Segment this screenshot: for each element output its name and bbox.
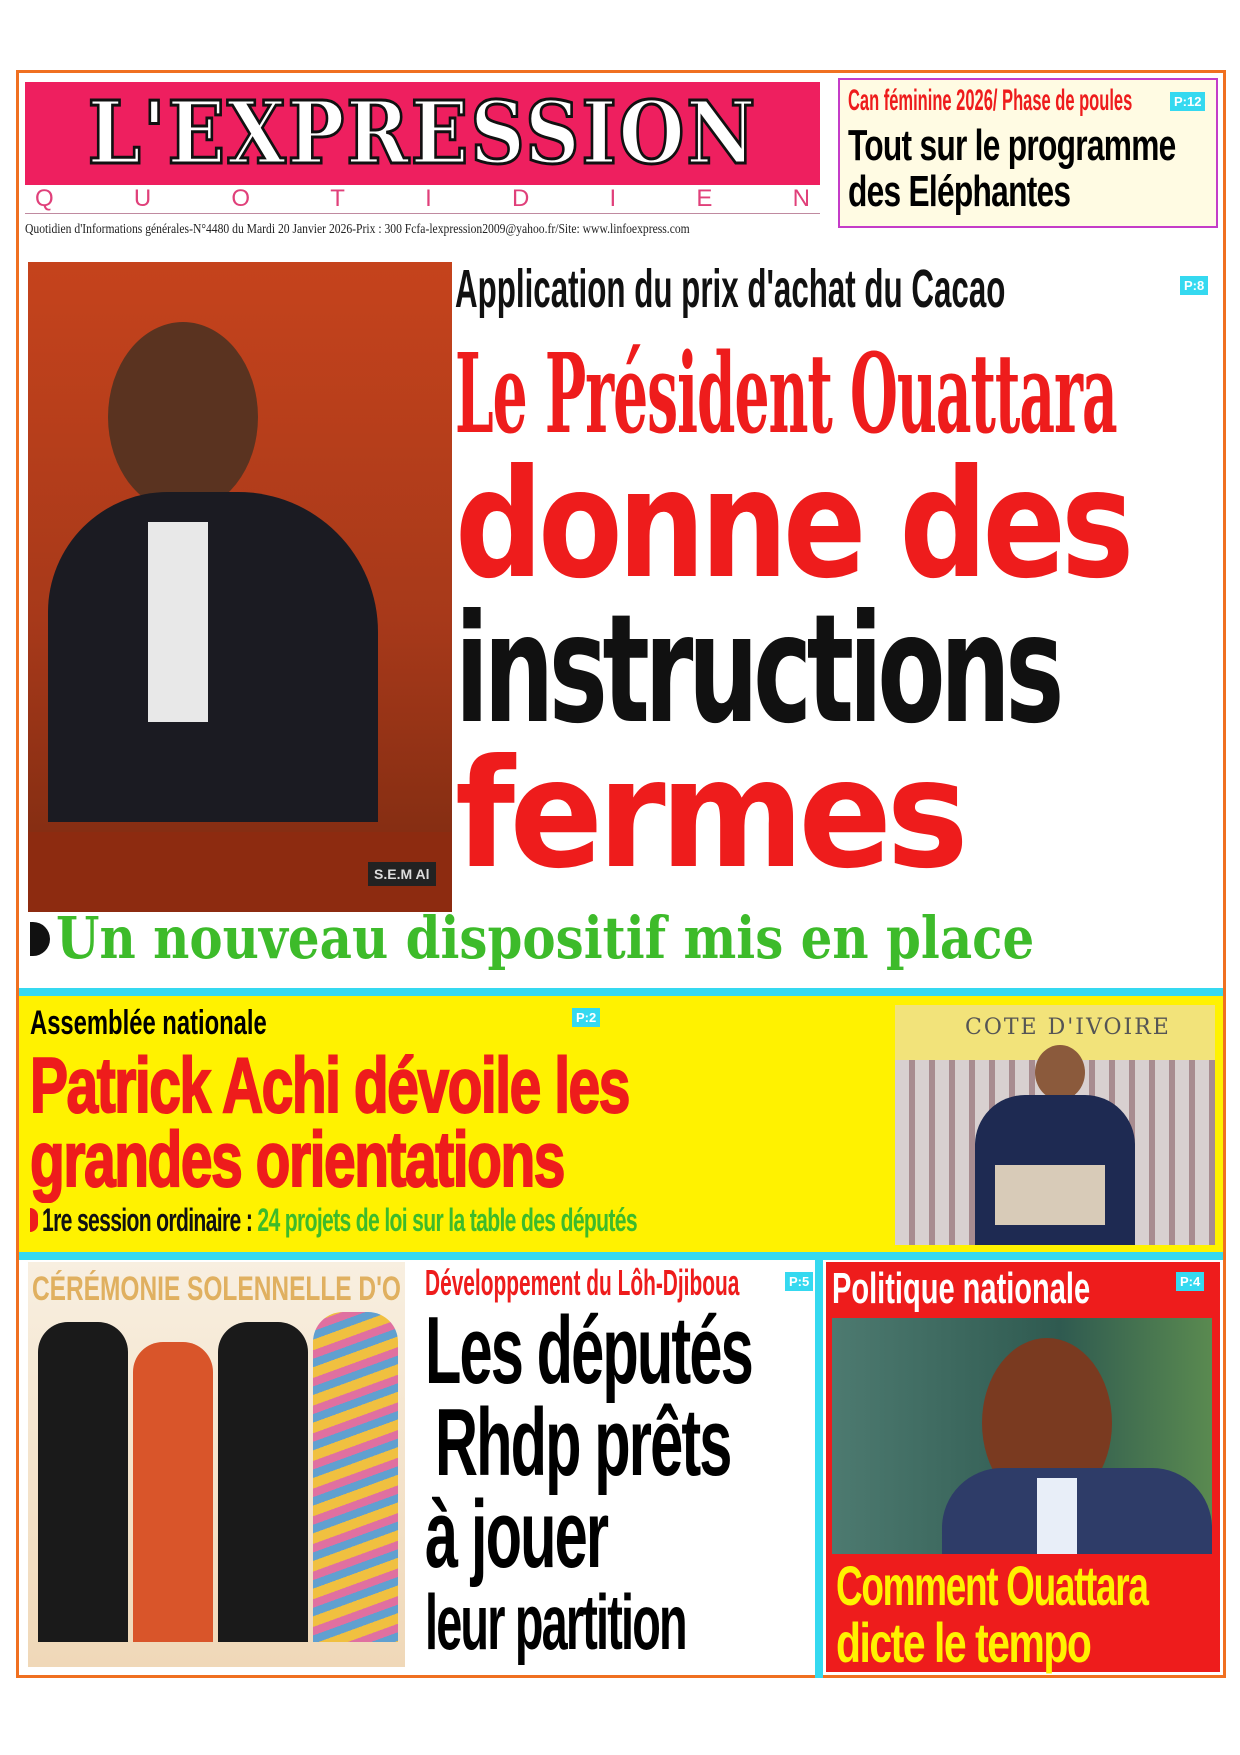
deputes-headline-line: Rhdp prêts bbox=[435, 1389, 731, 1496]
divider bbox=[19, 1252, 1223, 1260]
subtitle-letter: E bbox=[696, 185, 713, 212]
subtitle-letter: D bbox=[511, 185, 530, 212]
ouattara-smiling-photo[interactable] bbox=[832, 1318, 1212, 1554]
assembly-sub-label: 1re session ordinaire : bbox=[42, 1202, 253, 1238]
main-headline-line: fermes bbox=[455, 728, 964, 902]
page-badge: P:12 bbox=[1170, 92, 1205, 111]
photo-banner: CÉRÉMONIE SOLENNELLE D'O bbox=[32, 1270, 401, 1308]
politique-headline: Comment Ouattara bbox=[836, 1554, 1148, 1617]
assembly-headline: Patrick Achi dévoile les bbox=[30, 1041, 629, 1129]
subtitle-letter: Q bbox=[35, 185, 54, 212]
achi-photo[interactable] bbox=[895, 1005, 1215, 1245]
page-badge: P:2 bbox=[572, 1008, 600, 1027]
main-headline-line: instructions bbox=[455, 583, 1059, 757]
politique-headline: dicte le tempo bbox=[836, 1611, 1091, 1674]
assembly-sub-text: 24 projets de loi sur la table des députés bbox=[257, 1202, 637, 1238]
assembly-kicker: Assemblée nationale bbox=[30, 1004, 267, 1042]
ouattara-photo[interactable] bbox=[28, 262, 452, 912]
main-kicker: Application du prix d'achat du Cacao bbox=[455, 259, 1006, 319]
subtitle-letter: T bbox=[330, 185, 345, 212]
deputes-headline-line: Les députés bbox=[425, 1297, 752, 1404]
issue-info: Quotidien d'Informations générales-N°4480 du Mardi 20 Janvier 2026-Prix : 300 Fcfa-lexpression2009@yahoo.fr/Site: www.linfoexpress.com bbox=[25, 222, 690, 237]
subtitle-letter: N bbox=[792, 185, 810, 212]
masthead-logo bbox=[25, 82, 820, 185]
masthead-title: L'EXPRESSION bbox=[87, 82, 758, 184]
teaser-headline: des Eléphantes bbox=[848, 167, 1071, 216]
masthead-subtitle bbox=[25, 186, 820, 214]
deputes-headline-line: à jouer bbox=[425, 1481, 608, 1588]
deputes-kicker: Développement du Lôh-Djiboua bbox=[425, 1262, 740, 1303]
main-headline-line: Le Président Ouattara bbox=[455, 329, 1117, 458]
photo-sign: COTE D'IVOIRE bbox=[965, 1015, 1171, 1040]
divider bbox=[815, 1260, 823, 1678]
divider bbox=[19, 988, 1223, 996]
subtitle-letter: I bbox=[609, 185, 617, 212]
assembly-headline: grandes orientations bbox=[30, 1115, 564, 1203]
politique-box[interactable] bbox=[826, 1262, 1220, 1672]
name-plate: S.E.M Al bbox=[368, 862, 436, 886]
deputes-headline-line: leur partition bbox=[425, 1578, 686, 1666]
teaser-headline: Tout sur le programme bbox=[848, 121, 1176, 170]
teaser-box[interactable] bbox=[838, 78, 1218, 228]
subtitle-letter: I bbox=[425, 185, 432, 212]
page-badge: P:8 bbox=[1180, 276, 1208, 295]
politique-kicker: Politique nationale bbox=[832, 1264, 1091, 1313]
subtitle-letter: O bbox=[231, 185, 251, 212]
page-badge: P:5 bbox=[785, 1272, 813, 1291]
assembly-subline bbox=[42, 1200, 637, 1240]
deputes-photo[interactable] bbox=[28, 1262, 405, 1667]
page-badge: P:4 bbox=[1176, 1272, 1204, 1291]
teaser-kicker: Can féminine 2026/ Phase de poules bbox=[848, 84, 1133, 117]
subtitle-letter: U bbox=[133, 185, 152, 212]
main-subline: Un nouveau dispositif mis en place bbox=[56, 904, 1035, 972]
main-headline-line: donne des bbox=[455, 438, 1130, 612]
